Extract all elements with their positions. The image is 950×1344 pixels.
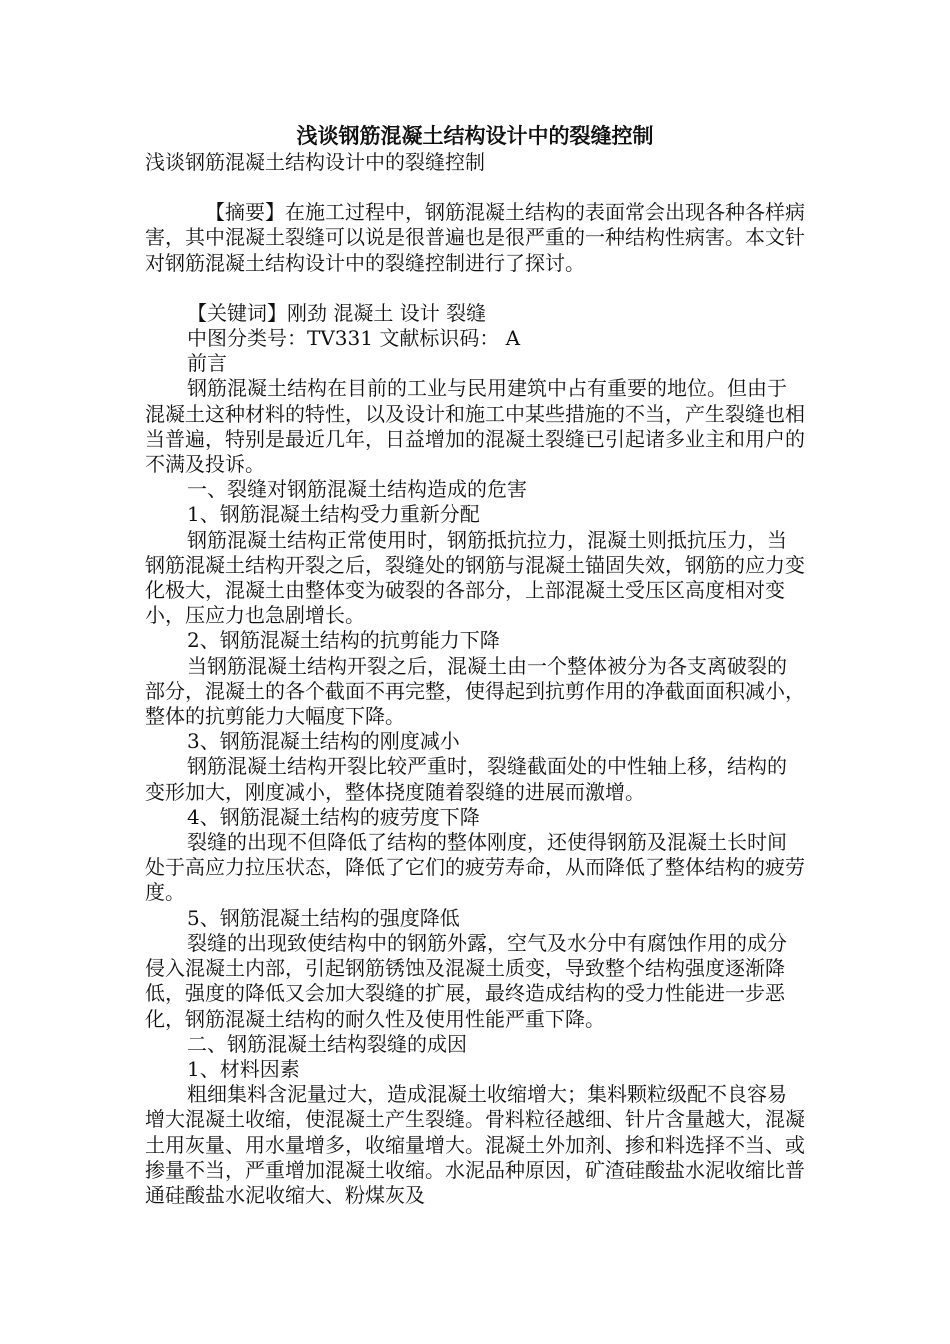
subsection-1-1-heading: 1、钢筋混凝土结构受力重新分配 xyxy=(187,502,480,527)
document-title: 浅谈钢筋混凝土结构设计中的裂缝控制 xyxy=(296,123,654,148)
keywords-line: 【关键词】刚劲 混凝土 设计 裂缝 xyxy=(187,300,487,325)
document-subtitle: 浅谈钢筋混凝土结构设计中的裂缝控制 xyxy=(145,150,485,174)
section2-heading: 二、钢筋混凝土结构裂缝的成因 xyxy=(187,1031,467,1056)
preface-paragraph: 钢筋混凝土结构在目前的工业与民用建筑中占有重要的地位。但由于混凝土这种材料的特性，以及设计和施工中某些措施的不当，产生裂缝也相当普遍，特别是最近几年，日益增加的混凝土裂缝已引起诸多业主和用户的不满及投诉。 xyxy=(145,376,805,477)
subsection-1-1-paragraph: 钢筋混凝土结构正常使用时，钢筋抵抗拉力，混凝土则抵抗压力，当钢筋混凝土结构开裂之后，裂缝处的钢筋与混凝土锚固失效，钢筋的应力变化极大，混凝土由整体变为破裂的各部分，上部混凝土受压区高度相对变小，压应力也急剧增长。 xyxy=(145,527,805,628)
classification-line: 中图分类号：TV331 文献标识码： A xyxy=(187,326,521,351)
abstract-paragraph: 【摘要】在施工过程中，钢筋混凝土结构的表面常会出现各种各样病害，其中混凝土裂缝可以说是很普遍也是很严重的一种结构性病害。本文针对钢筋混凝土结构设计中的裂缝控制进行了探讨。 xyxy=(145,200,805,275)
subsection-2-1-paragraph: 粗细集料含泥量过大，造成混凝土收缩增大；集料颗粒级配不良容易增大混凝土收缩，使混凝土产生裂缝。骨料粒径越细、针片含量越大，混凝土用灰量、用水量增多，收缩量增大。混凝土外加剂、掺和料选择不当、或掺量不当，严重增加混凝土收缩。水泥品种原因，矿渣硅酸盐水泥收缩比普通硅酸盐水泥收缩大、粉煤灰及 xyxy=(145,1082,805,1207)
subsection-1-4-paragraph: 裂缝的出现不但降低了结构的整体刚度，还使得钢筋及混凝土长时间处于高应力拉压状态，降低了它们的疲劳寿命，从而降低了整体结构的疲劳度。 xyxy=(145,830,805,905)
preface-heading: 前言 xyxy=(187,351,227,376)
subsection-1-2-heading: 2、钢筋混凝土结构的抗剪能力下降 xyxy=(187,628,500,653)
subsection-1-4-heading: 4、钢筋混凝土结构的疲劳度下降 xyxy=(187,804,480,829)
section1-heading: 一、裂缝对钢筋混凝土结构造成的危害 xyxy=(187,477,527,502)
document-body xyxy=(145,150,805,1208)
subsection-1-3-paragraph: 钢筋混凝土结构开裂比较严重时，裂缝截面处的中性轴上移，结构的变形加大，刚度减小，整体挠度随着裂缝的进展而激增。 xyxy=(145,754,787,804)
subsection-1-2-paragraph: 当钢筋混凝土结构开裂之后，混凝土由一个整体被分为各支离破裂的部分，混凝土的各个截面不再完整，使得起到抗剪作用的净截面面积减小，整体的抗剪能力大幅度下降。 xyxy=(145,653,805,729)
subsection-1-3-heading: 3、钢筋混凝土结构的刚度减小 xyxy=(187,729,460,754)
subsection-2-1-heading: 1、材料因素 xyxy=(187,1056,300,1081)
subsection-1-5-paragraph: 裂缝的出现致使结构中的钢筋外露，空气及水分中有腐蚀作用的成分侵入混凝土内部，引起钢筋锈蚀及混凝土质变，导致整个结构强度逐渐降低，强度的降低又会加大裂缝的扩展，最终造成结构的受力性能进一步恶化，钢筋混凝土结构的耐久性及使用性能严重下降。 xyxy=(145,930,787,1031)
subsection-1-5-heading: 5、钢筋混凝土结构的强度降低 xyxy=(187,905,460,930)
